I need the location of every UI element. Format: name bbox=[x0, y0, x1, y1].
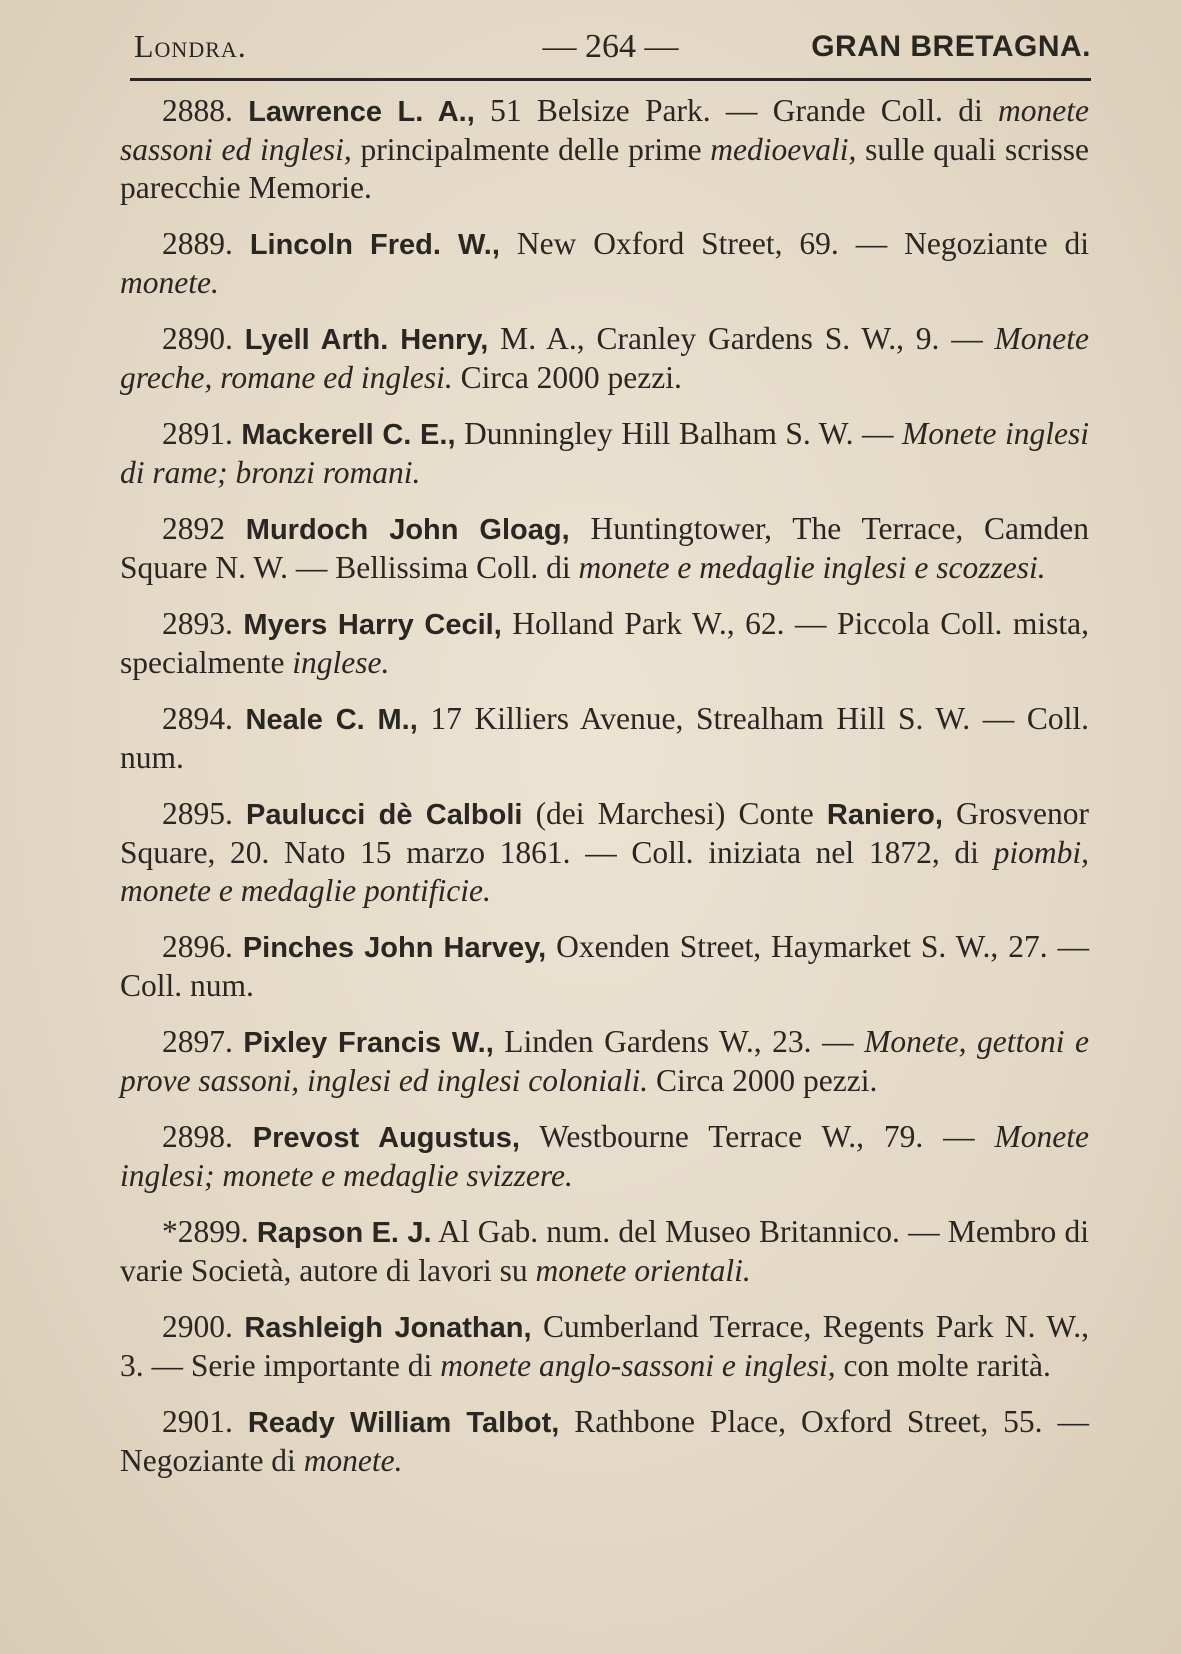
directory-entry bbox=[120, 700, 1089, 777]
entry-number: 2893. bbox=[162, 606, 233, 641]
entry-italic: Monete inglesi di rame; bronzi romani. bbox=[120, 416, 1089, 490]
entry-italic: piombi, monete e medaglie pontificie. bbox=[120, 835, 1089, 908]
entry-text: con molte rarità. bbox=[835, 1348, 1051, 1383]
entry-number: 2888. bbox=[162, 93, 233, 128]
directory-entry bbox=[120, 225, 1089, 302]
entry-number: 2898. bbox=[162, 1119, 233, 1154]
directory-entry bbox=[120, 1213, 1089, 1290]
entry-name: Rashleigh Jonathan, bbox=[244, 1312, 532, 1344]
entry-text: Holland Park W., 62. — Piccola Coll. mista, specialmente bbox=[120, 606, 1090, 680]
entry-italic: Monete inglesi; monete e medaglie svizzere. bbox=[120, 1119, 1090, 1193]
entry-text: M. A., Cranley Gardens S. W., 9. — bbox=[488, 321, 995, 356]
entry-text: sulle quali scrisse parecchie Memorie. bbox=[120, 132, 1089, 205]
entry-name: Lincoln Fred. W., bbox=[249, 229, 500, 261]
page-number: — 264 — bbox=[542, 28, 679, 65]
entry-name: Paulucci dè Calboli bbox=[246, 799, 523, 831]
directory-entry bbox=[120, 415, 1089, 492]
entry-text: Rathbone Place, Oxford Street, 55. — Negoziante di bbox=[120, 1404, 1090, 1478]
entry-italic: monete e medaglie inglesi e scozzesi. bbox=[578, 550, 1046, 585]
entry-number: 2897. bbox=[162, 1024, 233, 1059]
entry-italic: Monete, gettoni e prove sassoni, inglesi ed inglesi coloniali. bbox=[120, 1024, 1089, 1098]
entry-text: Linden Gardens W., 23. — bbox=[493, 1024, 865, 1059]
entry-name: Lawrence L. A., bbox=[248, 96, 475, 128]
entry-text: Grosvenor Square, 20. Nato 15 marzo 1861. — Coll. iniziata nel 1872, di bbox=[120, 796, 1090, 870]
directory-entry bbox=[120, 92, 1089, 207]
running-head bbox=[130, 22, 1091, 81]
entry-italic: monete sassoni ed inglesi, bbox=[120, 93, 1090, 167]
entry-name: Myers Harry Cecil, bbox=[243, 609, 502, 641]
entry-name: Ready William Talbot, bbox=[247, 1407, 560, 1439]
entry-number: 2895. bbox=[162, 796, 233, 831]
entry-name: Raniero, bbox=[826, 799, 943, 831]
entry-number: 2891. bbox=[162, 416, 233, 451]
entry-text: Dunningley Hill Balham S. W. — bbox=[455, 416, 903, 451]
entry-name: Mackerell C. E., bbox=[241, 419, 456, 451]
entry-number: 2894. bbox=[162, 701, 233, 736]
entry-name: Neale C. M., bbox=[245, 704, 418, 736]
directory-entry bbox=[120, 1118, 1089, 1195]
directory-entries bbox=[120, 92, 1089, 1498]
entry-number: 2901. bbox=[162, 1404, 233, 1439]
entry-text: Circa 2000 pezzi. bbox=[648, 1063, 878, 1098]
entry-italic: monete anglo-sassoni e inglesi, bbox=[440, 1348, 836, 1383]
entry-text: Huntingtower, The Terrace, Camden Square N. W. — Bellissima Coll. di bbox=[120, 511, 1090, 585]
directory-entry bbox=[120, 928, 1089, 1005]
entry-italic: monete. bbox=[120, 265, 219, 300]
directory-entry bbox=[120, 320, 1089, 397]
entry-italic: medioevali, bbox=[710, 132, 857, 167]
entry-italic: monete orientali. bbox=[535, 1253, 751, 1288]
running-head-country: GRAN BRETAGNA. bbox=[811, 30, 1091, 63]
entry-name: Pixley Francis W., bbox=[243, 1027, 494, 1059]
entry-italic: monete. bbox=[303, 1443, 403, 1478]
entry-text: New Oxford Street, 69. — Negoziante di bbox=[499, 226, 1090, 261]
entry-name: Lyell Arth. Henry, bbox=[244, 324, 489, 356]
entry-number: 2889. bbox=[162, 226, 233, 261]
entry-text: Al Gab. num. del Museo Britannico. — Membro di varie Società, autore di lavori su bbox=[120, 1214, 1089, 1288]
entry-italic: inglese. bbox=[292, 645, 390, 680]
entry-text: 17 Killiers Avenue, Strealham Hill S. W. — Coll. num. bbox=[120, 701, 1089, 775]
entry-name: Rapson E. J. bbox=[256, 1217, 432, 1249]
entry-italic: Monete greche, romane ed inglesi. bbox=[120, 321, 1090, 395]
entry-number: 2890. bbox=[162, 321, 233, 356]
entry-text: (dei Marchesi) Conte bbox=[522, 796, 827, 831]
entry-text: Westbourne Terrace W., 79. — bbox=[519, 1119, 995, 1154]
directory-entry bbox=[120, 1308, 1089, 1385]
entry-name: Prevost Augustus, bbox=[252, 1122, 520, 1154]
entry-number: *2899. bbox=[162, 1214, 249, 1249]
entry-number: 2892 bbox=[162, 511, 225, 546]
directory-entry bbox=[120, 605, 1089, 682]
entry-text: principalmente delle prime bbox=[351, 132, 711, 167]
entry-name: Pinches John Harvey, bbox=[242, 932, 547, 964]
directory-entry bbox=[120, 795, 1089, 910]
directory-entry bbox=[120, 1403, 1089, 1480]
entry-number: 2900. bbox=[162, 1309, 233, 1344]
entry-number: 2896. bbox=[162, 929, 233, 964]
entry-name: Murdoch John Gloag, bbox=[245, 514, 570, 546]
running-head-city: Londra. bbox=[134, 28, 247, 64]
entry-text: Cumberland Terrace, Regents Park N. W., 3. — Serie importante di bbox=[120, 1309, 1089, 1383]
entry-text: Oxenden Street, Haymarket S. W., 27. — Coll. num. bbox=[120, 929, 1090, 1003]
entry-text: 51 Belsize Park. — Grande Coll. di bbox=[474, 93, 999, 128]
directory-entry bbox=[120, 510, 1089, 587]
directory-entry bbox=[120, 1023, 1089, 1100]
entry-text: Circa 2000 pezzi. bbox=[452, 360, 682, 395]
